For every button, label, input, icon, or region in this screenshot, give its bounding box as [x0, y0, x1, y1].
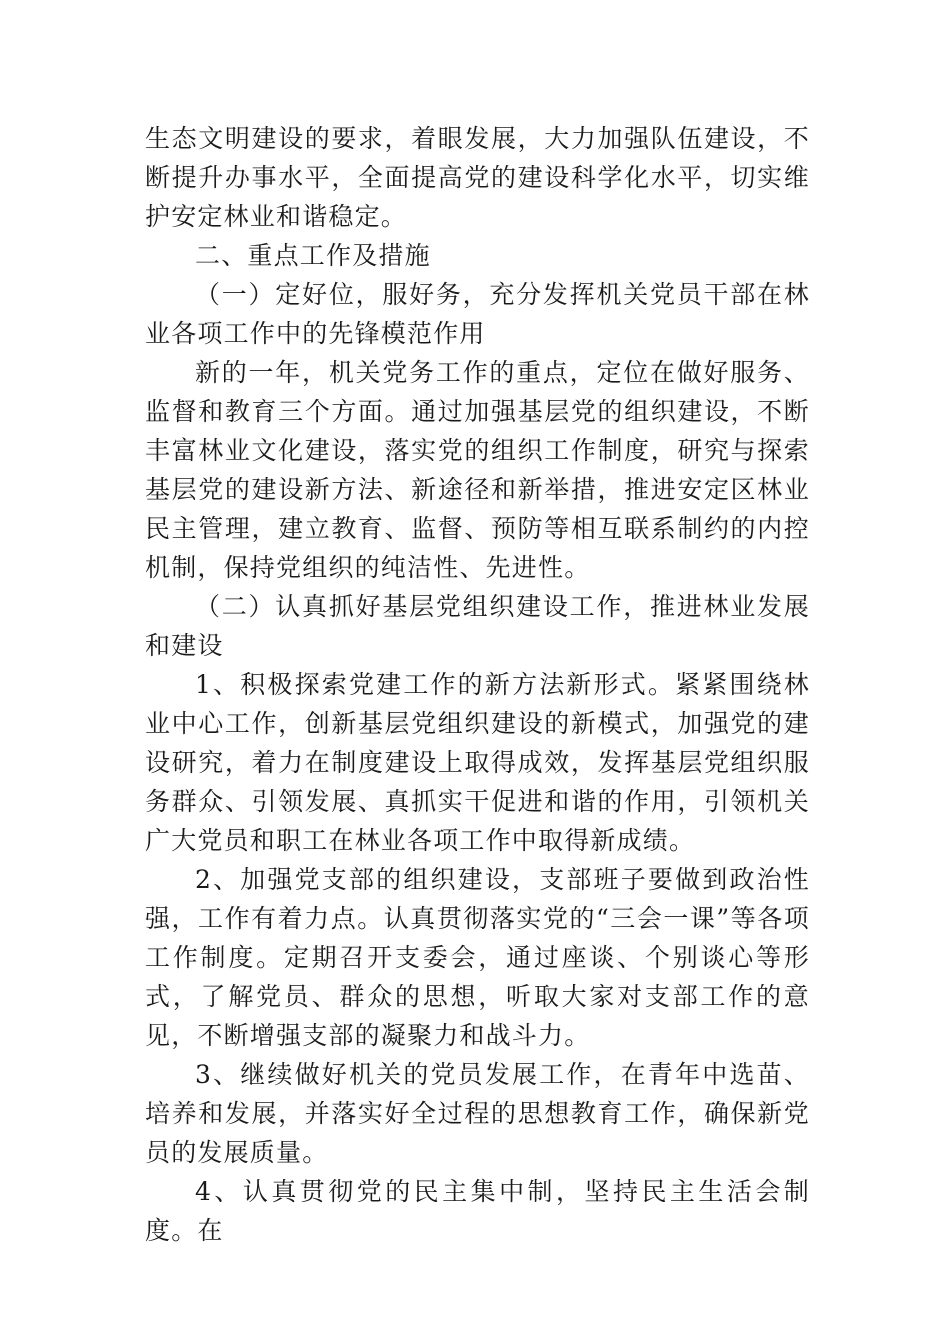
paragraph-continuation: 生态文明建设的要求，着眼发展，大力加强队伍建设，不断提升办事水平，全面提高党的建设科学化水平，切实维护安定林业和谐稳定。	[145, 124, 810, 231]
section-heading-key-work: 二、重点工作及措施	[195, 241, 431, 270]
subsection-heading-2: （二）认真抓好基层党组织建设工作，推进林业发展和建设	[145, 592, 810, 660]
subsection-heading-1: （一）定好位，服好务，充分发挥机关党员干部在林业各项工作中的先锋模范作用	[145, 280, 810, 348]
list-item-2: 2、加强党支部的组织建设，支部班子要做到政治性强，工作有着力点。认真贯彻落实党的“三会一课”等各项工作制度。定期召开支委会，通过座谈、个别谈心等形式，了解党员、群众的思想，听取大家对支部工作的意见，不断增强支部的凝聚力和战斗力。	[145, 865, 810, 1050]
list-item-3: 3、继续做好机关的党员发展工作，在青年中选苗、培养和发展，并落实好全过程的思想教育工作，确保新党员的发展质量。	[145, 1060, 810, 1167]
list-item-1: 1、积极探索党建工作的新方法新形式。紧紧围绕林业中心工作，创新基层党组织建设的新模式，加强党的建设研究，着力在制度建设上取得成效，发挥基层党组织服务群众、引领发展、真抓实干促进和谐的作用，引领机关广大党员和职工在林业各项工作中取得新成绩。	[145, 670, 810, 855]
document-body	[145, 119, 810, 1250]
list-item-4: 4、认真贯彻党的民主集中制，坚持民主生活会制度。在	[145, 1177, 810, 1245]
paragraph-new-year: 新的一年，机关党务工作的重点，定位在做好服务、监督和教育三个方面。通过加强基层党的组织建设，不断丰富林业文化建设，落实党的组织工作制度，研究与探索基层党的建设新方法、新途径和新举措，推进安定区林业民主管理，建立教育、监督、预防等相互联系制约的内控机制，保持党组织的纯洁性、先进性。	[145, 358, 810, 582]
